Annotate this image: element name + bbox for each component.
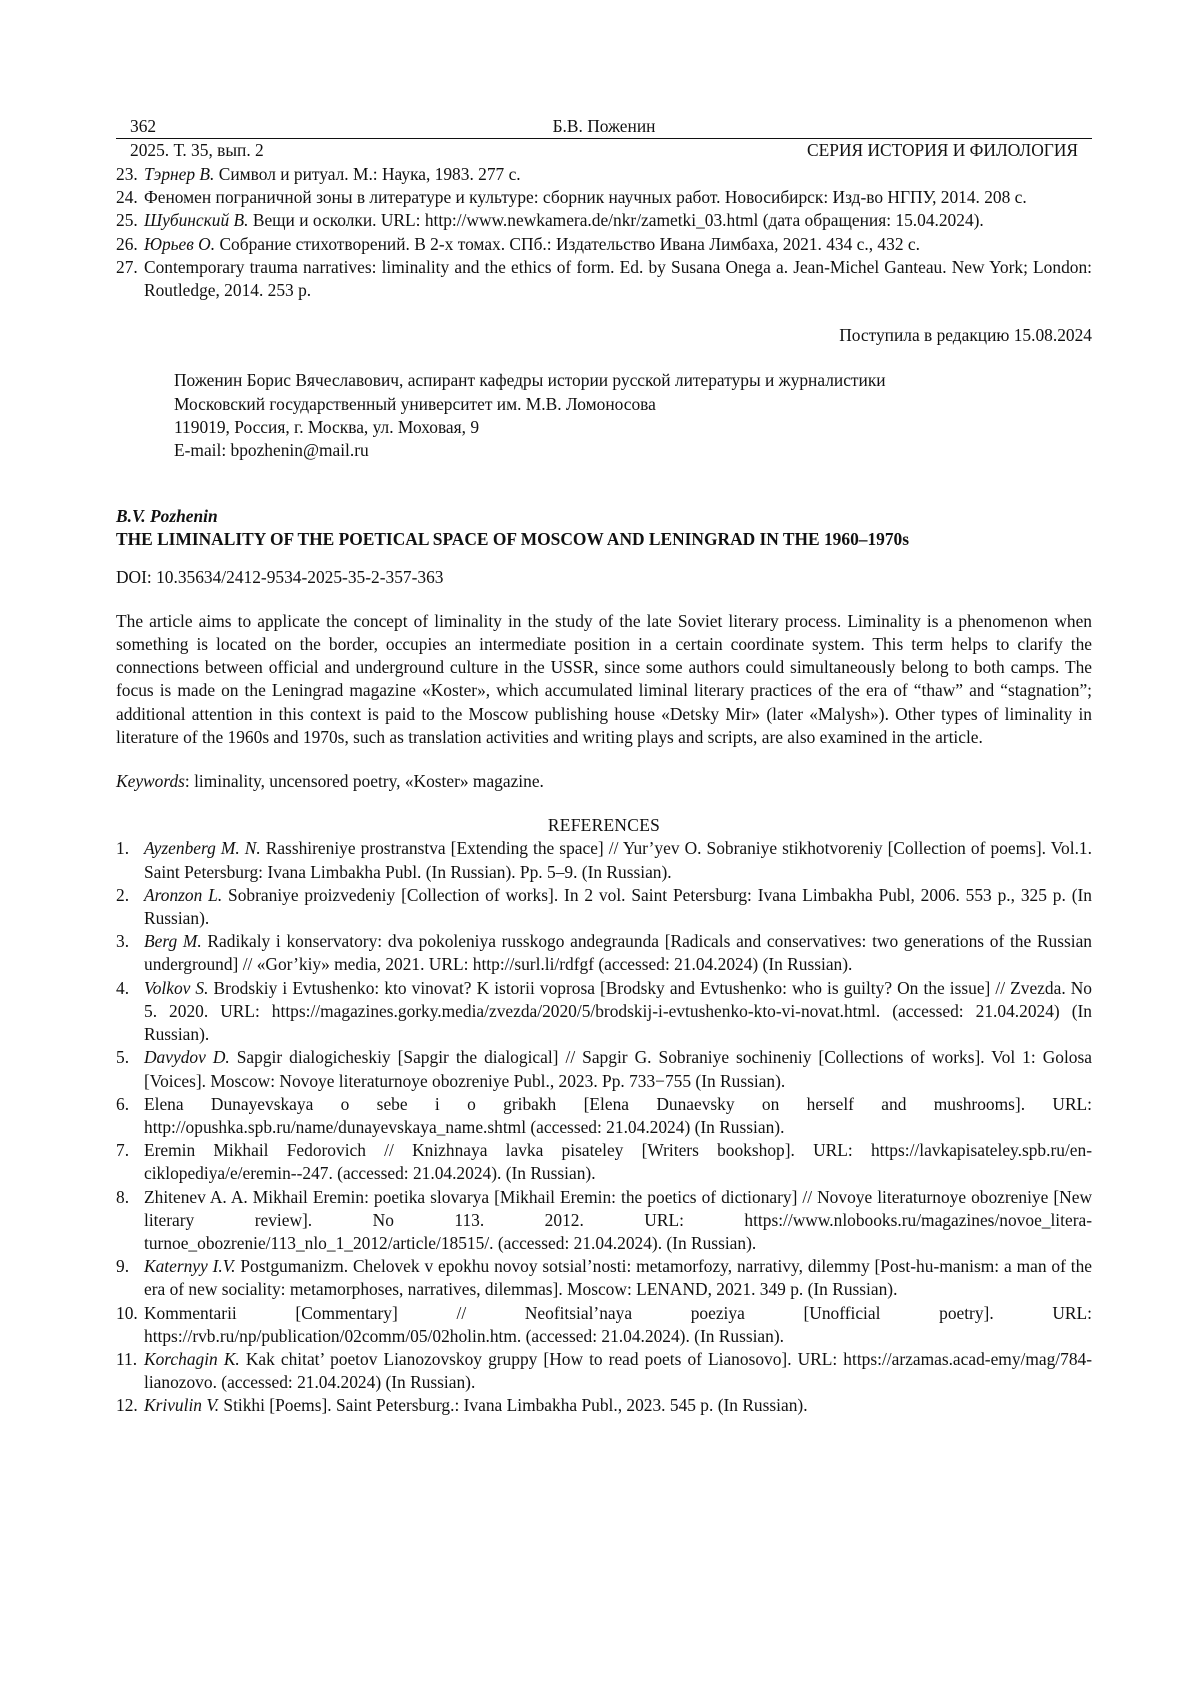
- ru-reference-item: 24. Феномен пограничной зоны в литературе и культуре: сборник научных работ. Новосибирск: Изд-во НГПУ, 2014. 208 с.: [116, 187, 1027, 208]
- received-date: Поступила в редакцию 15.08.2024: [839, 325, 1092, 346]
- en-reference-item: 8. Zhitenev A. A. Mikhail Eremin: poetika slovarya [Mikhail Eremin: the poetics of dictionary] // Novoye literaturnoye obozreniye [New literary review]. No 113. 2012. URL: https://www.nlobooks.ru/magazines/novoe_litera-turnoe_obozrenie/113_nlo_1_2012/article/18515/. (accessed: 21.04.2024). (In Russian).: [116, 1186, 1092, 1253]
- series-name: СЕРИЯ ИСТОРИЯ И ФИЛОЛОГИЯ: [807, 140, 1078, 160]
- keywords-text: : liminality, uncensored poetry, «Koster» magazine.: [184, 771, 544, 792]
- author-address: 119019, Россия, г. Москва, ул. Моховая, 9: [174, 416, 480, 437]
- doi: DOI: 10.35634/2412-9534-2025-35-2-357-363: [116, 566, 444, 587]
- en-reference-item: 9. Katernyy I.V. Postgumanizm. Chelovek v epokhu novoy sotsial’nosti: metamorfozy, narrativy, dilemmy [Post-hu-manism: a man of the era of new sociality: metamorphoses, narratives, dilemmas]. Moscow: LENAND, 2021. 349 p. (In Russian).: [116, 1256, 1092, 1300]
- ru-reference-item: 25. Шубинский В. Вещи и осколки. URL: http://www.newkamera.de/nkr/zametki_03.html (дата обращения: 15.04.2024).: [116, 210, 984, 231]
- page: [116, 114, 1092, 1418]
- ru-reference-item: 23. Тэрнер В. Символ и ритуал. М.: Наука, 1983. 277 с.: [116, 164, 521, 184]
- en-reference-item: 4. Volkov S. Brodskiy i Evtushenko: kto vinovat? K istorii voprosa [Brodsky and Evtushenko: who is guilty? On the issue] // Zvezda. No 5. 2020. URL: https://magazines.gorky.media/zvezda/2020/5/brodskij-i-evtushenko-kto-vi-novat.html. (accessed: 21.04.2024) (In Russian).: [116, 977, 1092, 1045]
- en-author: B.V. Pozhenin: [116, 506, 218, 527]
- en-reference-item: 6. Elena Dunayevskaya o sebe i o gribakh [Elena Dunaevsky on herself and mushrooms]. URL: http://opushka.spb.ru/name/dunayevskaya_name.shtml (accessed: 21.04.2024) (In Russian).: [116, 1093, 1092, 1137]
- en-reference-item: 2. Aronzon L. Sobraniye proizvedeniy [Collection of works]. In 2 vol. Saint Petersburg: Ivana Limbakha Publ, 2006. 553 p., 325 p. (In Russian).: [116, 884, 1092, 929]
- en-reference-item: 11. Korchagin K. Kak chitat’ poetov Lianozovskoy gruppy [How to read poets of Lianosovo]. URL: https://arzamas.acad-emy/mag/784-lianozovo. (accessed: 21.04.2024) (In Russian).: [116, 1348, 1092, 1393]
- en-reference-item: 10. Kommentarii [Commentary] // Neofitsial’naya poeziya [Unofficial poetry]. URL: https://rvb.ru/np/publication/02comm/05/02holin.htm. (accessed: 21.04.2024). (In Russian).: [116, 1302, 1092, 1346]
- en-reference-item: 7. Eremin Mikhail Fedorovich // Knizhnaya lavka pisateley [Writers bookshop]. URL: https://lavkapisateley.spb.ru/en-ciklopediya/e/eremin--247. (accessed: 21.04.2024). (In Russian).: [116, 1140, 1092, 1184]
- ru-reference-item: 27. Contemporary trauma narratives: liminality and the ethics of form. Ed. by Susana Onega a. Jean-Michel Ganteau. New York; London: Routledge, 2014. 253 p.: [116, 256, 1092, 301]
- references-heading: REFERENCES: [547, 815, 661, 836]
- en-title: THE LIMINALITY OF THE POETICAL SPACE OF MOSCOW AND LENINGRAD IN THE 1960–1970s: [116, 529, 910, 550]
- ru-reference-item: 26. Юрьев О. Собрание стихотворений. В 2-х томах. СПб.: Издательство Ивана Лимбаха, 2021. 434 с., 432 с.: [116, 233, 920, 254]
- en-reference-item: 5. Davydov D. Sapgir dialogicheskiy [Sapgir the dialogical] // Sapgir G. Sobraniye sochineniy [Collections of works]. Vol 1: Golosa [Voices]. Moscow: Novoye literaturnoye obozreniye Publ., 2023. Pp. 733−755 (In Russian).: [116, 1047, 1092, 1091]
- issue-line: [116, 139, 1092, 163]
- keywords-label: Keywords: [116, 771, 185, 792]
- issue-info: 2025. Т. 35, вып. 2: [130, 140, 264, 160]
- author-email: E-mail: bpozhenin@mail.ru: [174, 440, 369, 461]
- author-university: Московский государственный университет им. М.В. Ломоносова: [174, 393, 656, 414]
- author-info: [116, 369, 1092, 462]
- keywords: [116, 770, 1092, 793]
- en-reference-item: 1. Ayzenberg M. N. Rasshireniye prostranstva [Extending the space] // Yur’yev O. Sobraniye stikhotvoreniy [Collection of poems]. Vol.1. Saint Petersburg: Ivana Limbakha Publ. (In Russian). Pp. 5–9. (In Russian).: [116, 838, 1092, 882]
- en-reference-list: [116, 837, 1092, 1417]
- en-reference-item: 3. Berg M. Radikaly i konservatory: dva pokoleniya russkogo andegraunda [Radicals and conservatives: two generations of the Russian underground] // «Gor’kiy» media, 2021. URL: http://surl.li/rdfgf (accessed: 21.04.2024) (In Russian).: [116, 931, 1093, 975]
- ru-reference-list: [116, 163, 1092, 302]
- abstract: The article aims to applicate the concept of liminality in the study of the late Soviet literary process. Liminality is a phenomenon when something is located on the border, occupies an intermediate position in a certain coordinate system. This term helps to clarify the connections between official and underground culture in the USSR, since some authors could simultaneously belong to both camps. The focus is made on the Leningrad magazine «Koster», which accumulated liminal literary practices of the era of “thaw” and “stagnation”; additional attention in this context is paid to the Moscow publishing house «Detsky Mir» (later «Malysh»). Other types of liminality in literature of the 1960s and 1970s, such as translation activities and writing plays and scripts, are also examined in the article.: [116, 610, 1092, 747]
- running-header: [116, 114, 1092, 138]
- en-reference-item: 12. Krivulin V. Stikhi [Poems]. Saint Petersburg.: Ivana Limbakha Publ., 2023. 545 p. (In Russian).: [116, 1395, 808, 1416]
- running-author: Б.В. Поженин: [552, 116, 656, 136]
- author-name-position: Поженин Борис Вячеславович, аспирант кафедры истории русской литературы и журналистики: [174, 370, 886, 391]
- page-number: 362: [130, 116, 157, 136]
